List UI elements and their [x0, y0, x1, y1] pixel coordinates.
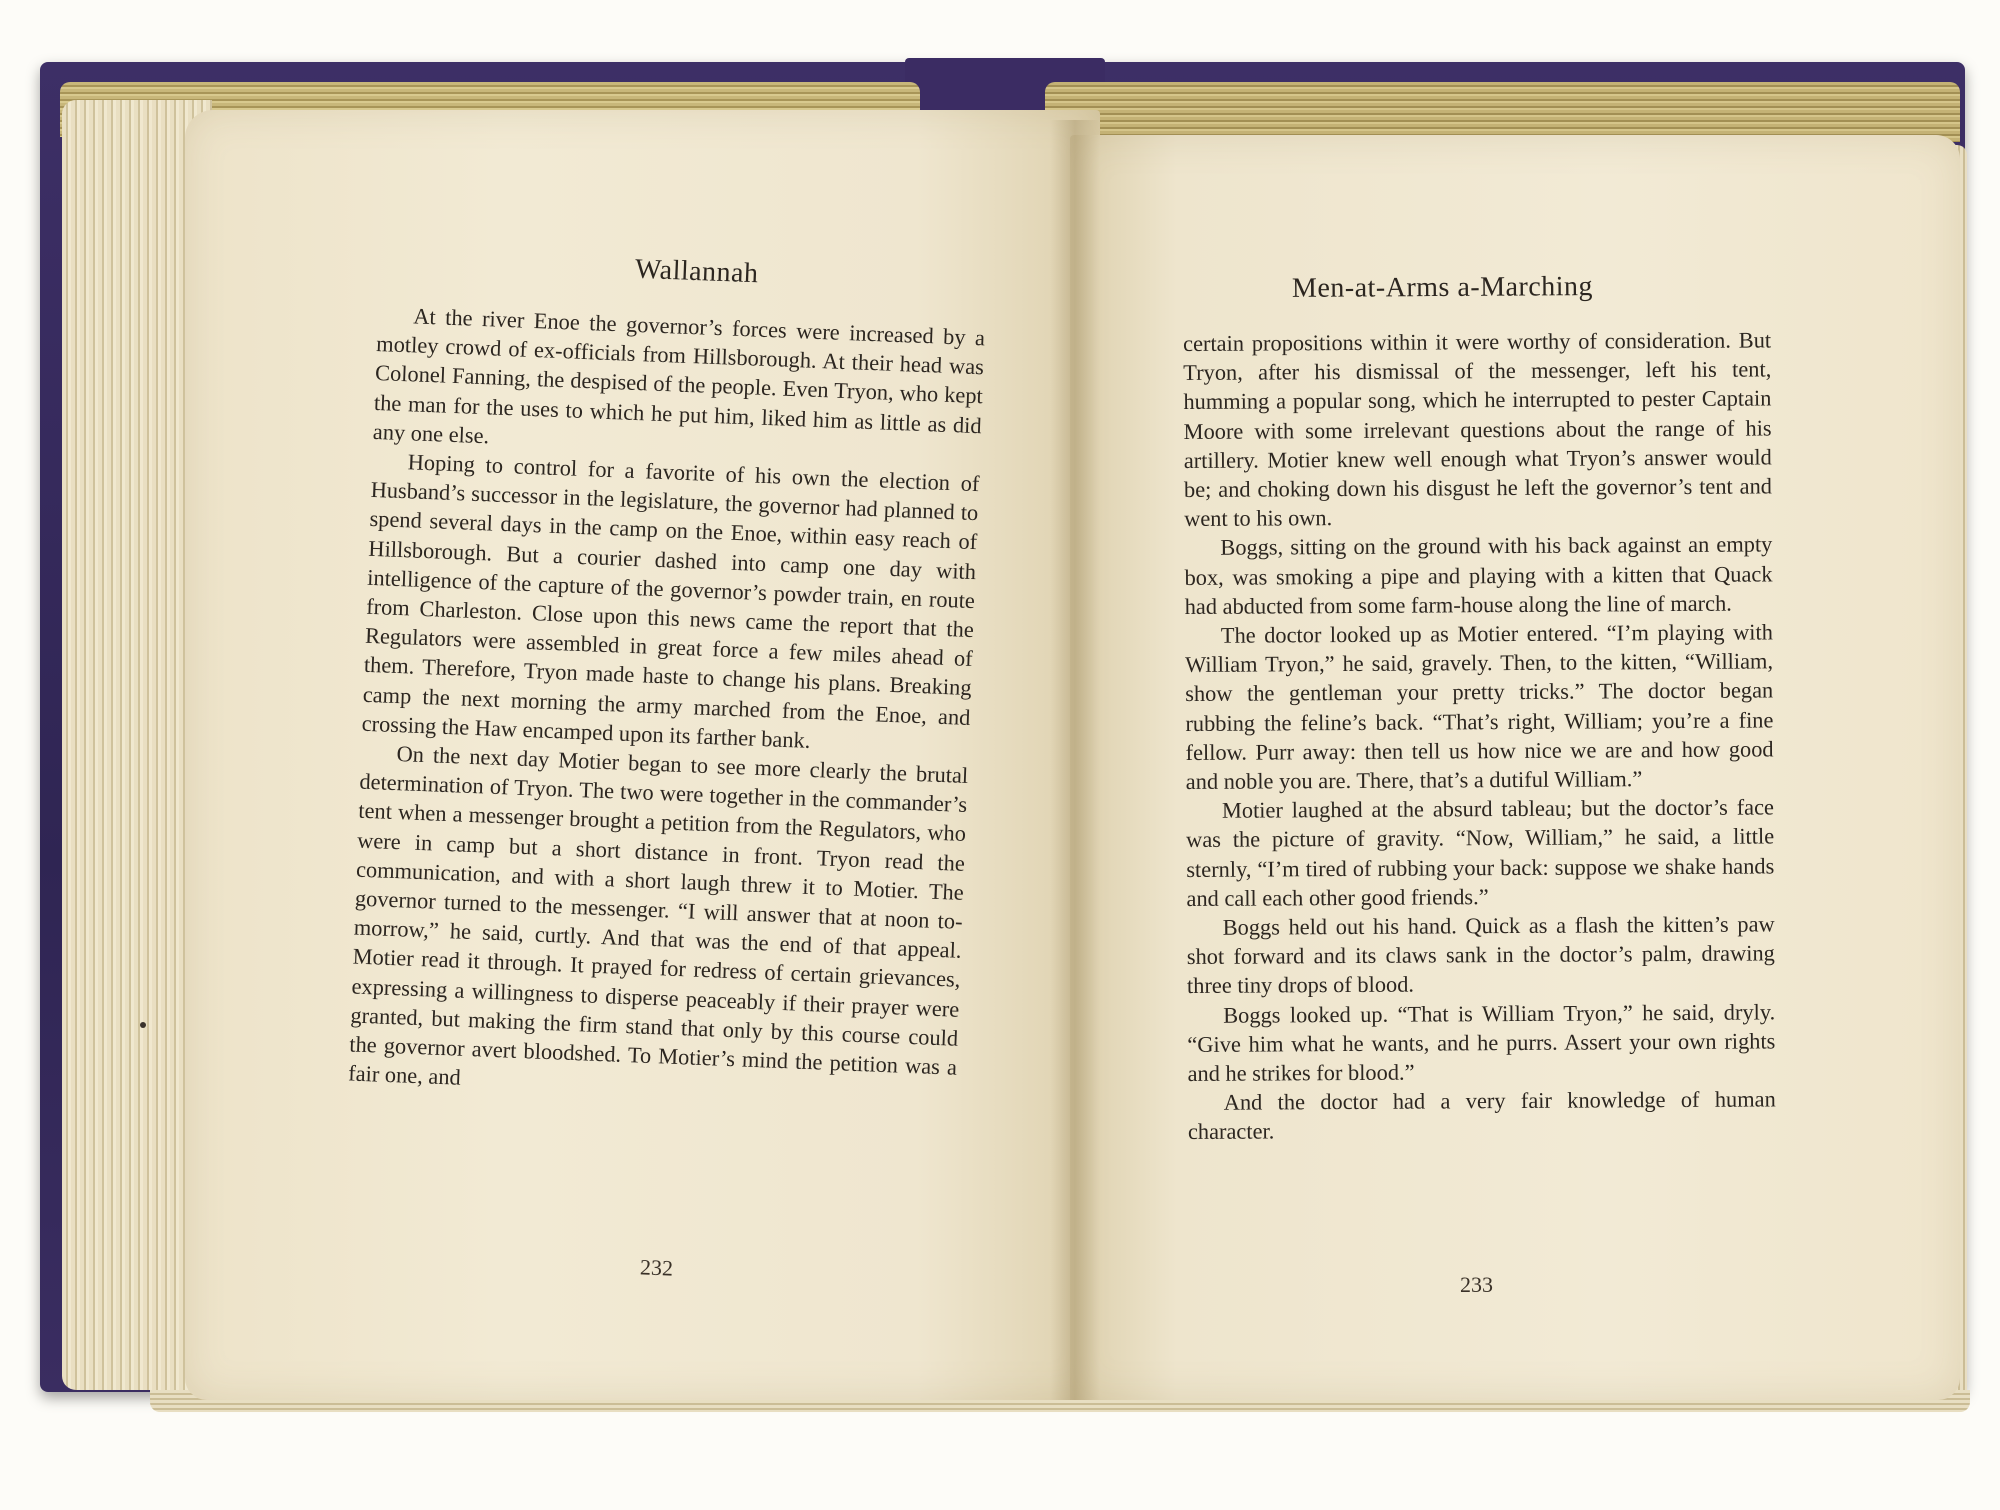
- gilt-page-edge-right: [1045, 82, 1960, 142]
- paragraph: And the doctor had a very fair knowledge of human character.: [1187, 1086, 1776, 1145]
- paragraph: Boggs, sitting on the ground with his back against an empty box, was smoking a pipe and playing with a kitten that Quack had abducted from some farm-house along the line of march.: [1184, 531, 1773, 619]
- paragraph: Boggs looked up. “That is William Tryon,” he said, dryly. “Give him what he wants, and he purrs. Assert your own rights and he strikes for blood.”: [1187, 999, 1776, 1087]
- paragraph: Hoping to control for a favorite of his own the election of Husband’s successor in the legislature, the governor had planned to spend several days in the camp on the Enoe, within easy reach of Hillsborough. But a courier dashed into camp one day with intelligence of the capture of the governor’s powder train, en route from Charleston. Close upon this news came the report that the Regulators were assembled in great force a few miles ahead of them. Therefore, Tryon made haste to change his plans. Breaking camp the next morning the army marched from the Enoe, and crossing the Haw encamped upon its farther bank.: [361, 449, 980, 753]
- left-running-head: Wallannah: [634, 253, 760, 290]
- book-gutter: [1050, 120, 1100, 1400]
- left-page-text: [348, 300, 986, 1111]
- paragraph: certain propositions within it were worthy of consideration. But Tryon, after his dismissal of the messenger, left his tent, humming a popular song, which he interrupted to pester Captain Moore with some irrelevant questions about the range of his artillery. Motier knew well enough what Tryon’s answer would be; and choking down his disgust he left the governor’s tent and went to his own.: [1183, 327, 1773, 532]
- left-page-number: 232: [639, 1254, 674, 1281]
- paragraph: Boggs held out his hand. Quick as a flash the kitten’s paw shot forward and its claws sank in the doctor’s palm, drawing three tiny drops of blood.: [1186, 911, 1775, 999]
- right-page-number: 233: [1460, 1272, 1493, 1297]
- paragraph: The doctor looked up as Motier entered. “I’m playing with William Tryon,” he said, gravely. Then, to the kitten, “William, show the gentleman your pretty tricks.” The doctor began rubbing the feline’s back. “That’s right, William; you’re a fine fellow. Purr away: then tell us how nice we are and how good and noble you are. There, that’s a dutiful William.”: [1184, 619, 1774, 795]
- paragraph: On the next day Motier began to see more clearly the brutal determination of Tryon. The two were together in the commander’s tent when a messenger brought a petition from the Regulators, who were in camp but a short distance in front. Tryon read the communication, and with a short laugh threw it to Motier. The governor turned to the messenger. “I will answer that at noon to-morrow,” he said, curtly. And that was the end of that appeal. Motier read it through. It prayed for redress of certain grievances, expressing a willingness to disperse peaceably if their prayer were granted, but making the firm stand that only by this course could the governor avert bloodshed. To Motier’s mind the petition was a fair one, and: [347, 741, 969, 1091]
- right-page-text: [1183, 325, 1776, 1146]
- right-running-head: Men-at-Arms a-Marching: [1291, 271, 1594, 304]
- paragraph: Motier laughed at the absurd tableau; but the doctor’s face was the picture of gravity. “Now, William,” he said, a little sternly, “I’m tired of rubbing your back: suppose we shake hands and call each other good friends.”: [1186, 794, 1775, 911]
- paragraph: At the river Enoe the governor’s forces were increased by a motley crowd of ex-officials from Hillsborough. At their head was Colonel Fanning, the despised of the people. Even Tryon, who kept the man for the uses to which he put him, liked him as little as did any one else.: [372, 303, 986, 449]
- ink-speck: [140, 1022, 146, 1028]
